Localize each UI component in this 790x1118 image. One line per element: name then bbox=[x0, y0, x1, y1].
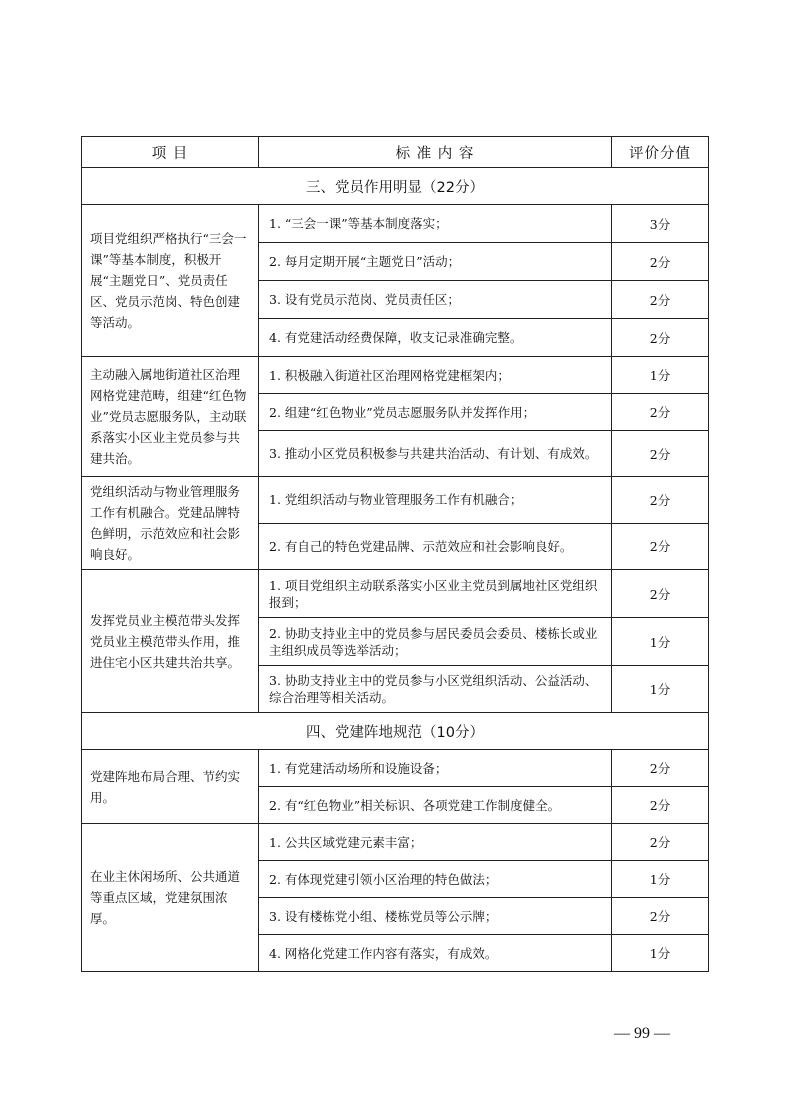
standard-cell: 3. 推动小区党员积极参与共建共治活动、有计划、有成效。 bbox=[259, 431, 612, 477]
standard-cell: 1. 积极融入街道社区治理网格党建框架内； bbox=[259, 357, 612, 394]
standard-cell: 3. 设有党员示范岗、党员责任区； bbox=[259, 281, 612, 319]
table-row bbox=[82, 570, 709, 618]
header-score: 评价分值 bbox=[612, 137, 709, 168]
score-cell: 2分 bbox=[612, 570, 709, 618]
score-cell: 2分 bbox=[612, 319, 709, 357]
section-title: 四、党建阵地规范（10分） bbox=[82, 713, 709, 750]
item-cell: 发挥党员业主模范带头发挥党员业主模范带头作用，推进住宅小区共建共治共享。 bbox=[82, 570, 259, 713]
standard-cell: 1. 项目党组织主动联系落实小区业主党员到属地社区党组织报到； bbox=[259, 570, 612, 618]
item-cell: 项目党组织严格执行“三会一课”等基本制度，积极开展“主题党日”、党员责任区、党员示范岗、特色创建等活动。 bbox=[82, 205, 259, 357]
table-header-row bbox=[82, 137, 709, 168]
standard-cell: 1. 有党建活动场所和设施设备； bbox=[259, 750, 612, 787]
score-cell: 2分 bbox=[612, 394, 709, 431]
score-cell: 2分 bbox=[612, 824, 709, 861]
score-cell: 3分 bbox=[612, 205, 709, 243]
score-cell: 1分 bbox=[612, 861, 709, 898]
standard-cell: 3. 协助支持业主中的党员参与小区党组织活动、公益活动、综合治理等相关活动。 bbox=[259, 666, 612, 713]
page-number: — 99 — bbox=[614, 1025, 670, 1042]
score-cell: 2分 bbox=[612, 523, 709, 570]
standard-cell: 2. 每月定期开展“主题党日”活动； bbox=[259, 243, 612, 281]
score-cell: 2分 bbox=[612, 281, 709, 319]
standard-cell: 4. 网格化党建工作内容有落实，有成效。 bbox=[259, 935, 612, 972]
standard-cell: 2. 协助支持业主中的党员参与居民委员会委员、楼栋长或业主组织成员等选举活动； bbox=[259, 618, 612, 666]
table-row bbox=[82, 824, 709, 861]
score-cell: 1分 bbox=[612, 357, 709, 394]
header-standard: 标 准 内 容 bbox=[259, 137, 612, 168]
table-row bbox=[82, 357, 709, 394]
score-cell: 2分 bbox=[612, 477, 709, 524]
score-cell: 2分 bbox=[612, 750, 709, 787]
table-row bbox=[82, 750, 709, 787]
item-cell: 党组织活动与物业管理服务工作有机融合。党建品牌特色鲜明，示范效应和社会影响良好。 bbox=[82, 477, 259, 570]
evaluation-table bbox=[81, 136, 709, 972]
score-cell: 2分 bbox=[612, 787, 709, 824]
score-cell: 1分 bbox=[612, 666, 709, 713]
section-title: 三、党员作用明显（22分） bbox=[82, 168, 709, 205]
standard-cell: 3. 设有楼栋党小组、楼栋党员等公示牌； bbox=[259, 898, 612, 935]
standard-cell: 1. 党组织活动与物业管理服务工作有机融合； bbox=[259, 477, 612, 524]
standard-cell: 1. “三会一课”等基本制度落实； bbox=[259, 205, 612, 243]
item-cell: 在业主休闲场所、公共通道等重点区域，党建氛围浓厚。 bbox=[82, 824, 259, 972]
table-row bbox=[82, 205, 709, 243]
standard-cell: 1. 公共区域党建元素丰富； bbox=[259, 824, 612, 861]
section-row bbox=[82, 713, 709, 750]
standard-cell: 2. 有体现党建引领小区治理的特色做法； bbox=[259, 861, 612, 898]
item-cell: 主动融入属地街道社区治理网格党建范畴，组建“红色物业”党员志愿服务队，主动联系落实小区业主党员参与共建共治。 bbox=[82, 357, 259, 477]
standard-cell: 2. 有“红色物业”相关标识、各项党建工作制度健全。 bbox=[259, 787, 612, 824]
score-cell: 2分 bbox=[612, 431, 709, 477]
table-row bbox=[82, 477, 709, 524]
score-cell: 1分 bbox=[612, 618, 709, 666]
section-row bbox=[82, 168, 709, 205]
standard-cell: 4. 有党建活动经费保障，收支记录准确完整。 bbox=[259, 319, 612, 357]
standard-cell: 2. 有自己的特色党建品牌、示范效应和社会影响良好。 bbox=[259, 523, 612, 570]
score-cell: 2分 bbox=[612, 243, 709, 281]
header-item: 项 目 bbox=[82, 137, 259, 168]
score-cell: 2分 bbox=[612, 898, 709, 935]
item-cell: 党建阵地布局合理、节约实用。 bbox=[82, 750, 259, 824]
score-cell: 1分 bbox=[612, 935, 709, 972]
standard-cell: 2. 组建“红色物业”党员志愿服务队并发挥作用； bbox=[259, 394, 612, 431]
